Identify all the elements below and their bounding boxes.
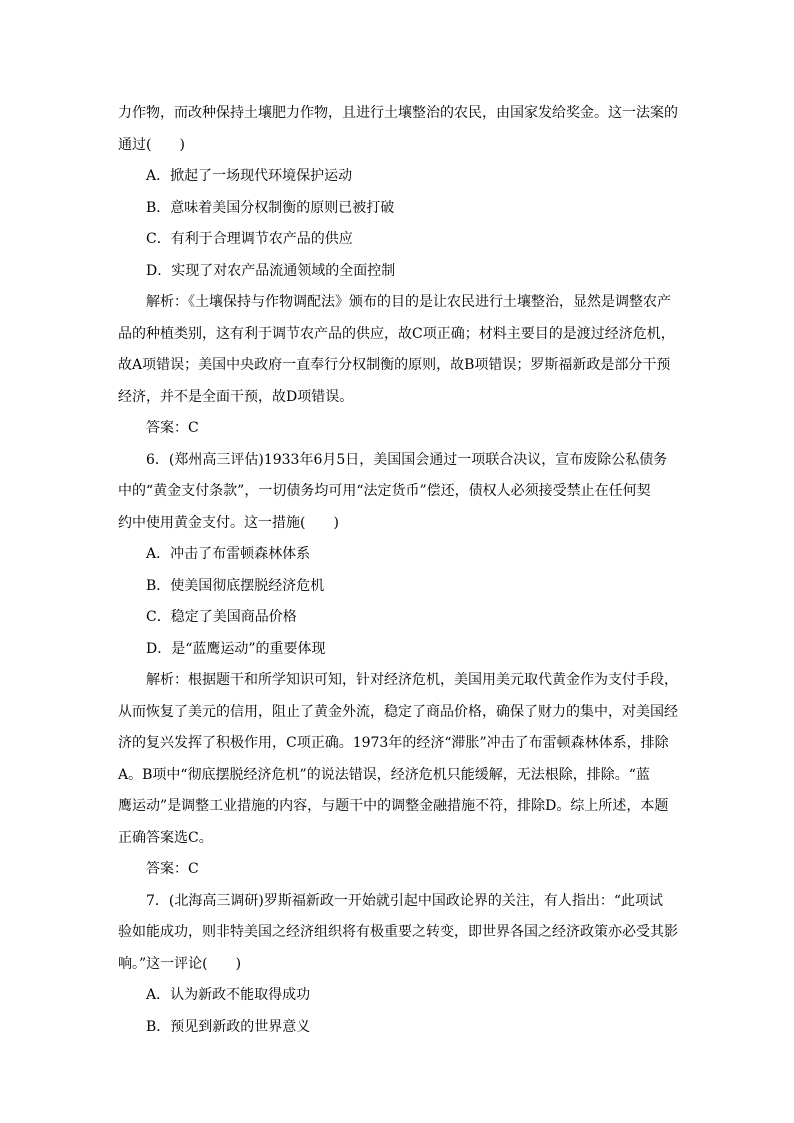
- option-line: D．是“蓝鹰运动”的重要体现: [146, 640, 326, 657]
- analysis-line: 从而恢复了美元的信用，阻止了黄金外流，稳定了商品价格，确保了财力的集中，对美国经: [118, 703, 678, 720]
- question-line: 7．(北海高三调研)罗斯福新政一开始就引起中国政论界的关注，有人指出：“此项试: [146, 892, 663, 909]
- option-line: A．掀起了一场现代环境保护运动: [146, 168, 353, 184]
- answer-line: 答案：C: [146, 420, 199, 436]
- option-line: C．有利于合理调节农产品的供应: [146, 231, 353, 247]
- option-line: B．使美国彻底摆脱经济危机: [146, 577, 325, 594]
- analysis-line: 经济，并不是全面干预，故D项错误。: [118, 388, 354, 405]
- option-line: B．意味着美国分权制衡的原则已被打破: [146, 199, 395, 216]
- answer-line: 答案：C: [146, 861, 199, 877]
- question-line: 约中使用黄金支付。这一措施( ): [118, 514, 339, 531]
- option-line: C．稳定了美国商品价格: [146, 609, 297, 625]
- question-line: 中的“黄金支付条款”，一切债务均可用“法定货币”偿还，债权人必须接受禁止在任何契: [118, 483, 651, 499]
- analysis-line: 正确答案选C。: [118, 829, 213, 846]
- question-line: 6．(郑州高三评估)1933年6月5日，美国国会通过一项联合决议，宣布废除公私债务: [146, 451, 668, 468]
- analysis-line: 鹰运动”是调整工业措施的内容，与题干中的调整金融措施不符，排除D。综上所述，本题: [118, 798, 669, 814]
- option-line: B．预见到新政的世界意义: [146, 1018, 311, 1035]
- text-line: 力作物，而改种保持土壤肥力作物，且进行土壤整治的农民，由国家发给奖金。这一法案的: [118, 105, 678, 121]
- text-line: 通过( ): [118, 136, 185, 153]
- option-line: A．认为新政不能取得成功: [146, 987, 311, 1003]
- option-line: D．实现了对农产品流通领域的全面控制: [146, 262, 396, 279]
- question-line: 验如能成功，则非特美国之经济组织将有极重要之转变，即世界各国之经济政策亦必受其影: [118, 924, 678, 940]
- analysis-line: 品的种植类别，这有利于调节农产品的供应，故C项正确；材料主要目的是渡过经济危机，: [118, 325, 675, 342]
- analysis-line: 解析：《土壤保持与作物调配法》颁布的目的是让农民进行土壤整治，显然是调整农产: [146, 294, 671, 310]
- question-line: 响。”这一评论( ): [118, 955, 242, 972]
- analysis-line: 解析：根据题干和所学知识可知，针对经济危机，美国用美元取代黄金作为支付手段，: [146, 672, 678, 688]
- analysis-line: A。B项中“彻底摆脱经济危机”的说法错误，经济危机只能缓解，无法根除，排除。“蓝: [118, 766, 650, 783]
- document-body: [118, 98, 678, 1043]
- analysis-line: 故A项错误；美国中央政府一直奉行分权制衡的原则，故B项错误；罗斯福新政是部分干预: [118, 357, 671, 373]
- analysis-line: 济的复兴发挥了积极作用，C项正确。1973年的经济“滞胀”冲击了布雷顿森林体系，排除: [118, 735, 669, 751]
- option-line: A．冲击了布雷顿森林体系: [146, 546, 311, 562]
